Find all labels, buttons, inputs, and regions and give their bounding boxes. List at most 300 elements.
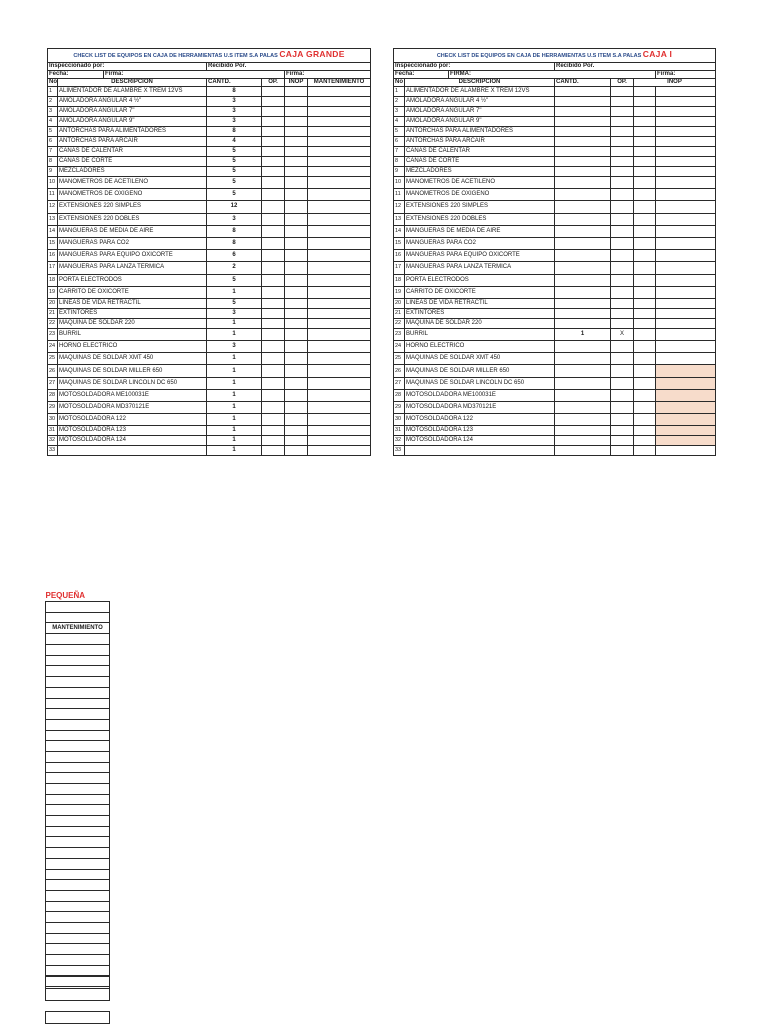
item-op-cell [611, 286, 634, 298]
item-desc: EXTINTORES [405, 308, 555, 318]
item-extra-cell [656, 426, 716, 436]
item-extra-cell [656, 262, 716, 274]
small-item-row [46, 955, 110, 966]
item-op-cell [611, 177, 634, 189]
small-maint-cell [46, 730, 110, 741]
item-inop-cell [285, 353, 308, 365]
item-qty: 8 [207, 127, 262, 137]
item-no: 23 [48, 328, 58, 340]
item-maint-cell [308, 426, 371, 436]
item-op-cell [262, 167, 285, 177]
small-maint-cell [46, 826, 110, 837]
item-inop-cell [634, 107, 656, 117]
item-extra-cell [656, 213, 716, 225]
item-extra-cell [656, 201, 716, 213]
item-extra-cell [656, 167, 716, 177]
item-desc: EXTENSIONES 220 SIMPLES [405, 201, 555, 213]
item-qty [555, 446, 611, 456]
item-no: 7 [48, 147, 58, 157]
item-extra-cell [656, 225, 716, 237]
item-maint-cell [308, 157, 371, 167]
item-qty: 5 [207, 274, 262, 286]
item-inop-cell [285, 107, 308, 117]
item-no: 30 [48, 414, 58, 426]
right-item-row [394, 328, 716, 340]
item-inop-cell [285, 157, 308, 167]
item-inop-cell [285, 213, 308, 225]
right-item-row [394, 167, 716, 177]
small-item-row [46, 933, 110, 944]
item-op-cell [611, 97, 634, 107]
item-no: 20 [394, 298, 405, 308]
item-qty: 3 [207, 341, 262, 353]
left-item-row [48, 250, 371, 262]
item-qty [555, 262, 611, 274]
item-no: 31 [394, 426, 405, 436]
item-desc: LINEAS DE VIDA RETRACTIL [405, 298, 555, 308]
item-extra-cell [656, 274, 716, 286]
item-op-cell [611, 389, 634, 401]
left-item-row [48, 353, 371, 365]
item-op-cell [262, 201, 285, 213]
item-inop-cell [285, 328, 308, 340]
item-desc: EXTENSIONES 220 DOBLES [405, 213, 555, 225]
item-op-cell [262, 274, 285, 286]
item-maint-cell [308, 414, 371, 426]
item-desc: LINEAS DE VIDA RETRACTIL [58, 298, 207, 308]
left-sign-label-2: Firma: [285, 71, 371, 79]
item-desc: MOTOSOLDADORA 123 [58, 426, 207, 436]
item-no: 29 [394, 402, 405, 414]
item-maint-cell [308, 213, 371, 225]
small-maint-cell [46, 955, 110, 966]
item-qty: 1 [555, 328, 611, 340]
item-op-cell [611, 250, 634, 262]
item-inop-cell [634, 137, 656, 147]
item-extra-cell [656, 353, 716, 365]
item-no: 12 [48, 201, 58, 213]
item-no: 25 [48, 353, 58, 365]
item-inop-cell [634, 127, 656, 137]
right-item-row [394, 262, 716, 274]
small-maint-cell [46, 837, 110, 848]
item-no: 32 [48, 436, 58, 446]
right-item-row [394, 341, 716, 353]
item-op-cell [611, 414, 634, 426]
item-op-cell [262, 298, 285, 308]
item-op-cell: X [611, 328, 634, 340]
right-item-row [394, 308, 716, 318]
item-inop-cell [285, 177, 308, 189]
left-item-row [48, 402, 371, 414]
item-op-cell [611, 189, 634, 201]
right-item-row [394, 201, 716, 213]
item-inop-cell [634, 341, 656, 353]
small-maint-cell [46, 933, 110, 944]
item-no: 27 [48, 377, 58, 389]
item-inop-cell [634, 225, 656, 237]
small-item-row [46, 858, 110, 869]
small-item-row [46, 837, 110, 848]
item-extra-cell [656, 365, 716, 377]
item-op-cell [611, 262, 634, 274]
item-op-cell [262, 308, 285, 318]
item-op-cell [611, 87, 634, 97]
item-no: 30 [394, 414, 405, 426]
small-maint-cell [46, 784, 110, 795]
item-maint-cell [308, 167, 371, 177]
small-maint-cell [46, 687, 110, 698]
right-item-row [394, 213, 716, 225]
right-item-row [394, 377, 716, 389]
right-item-row [394, 107, 716, 117]
item-qty [555, 389, 611, 401]
item-desc: MAQUINAS DE SOLDAR XMT 450 [405, 353, 555, 365]
right-item-row [394, 286, 716, 298]
item-maint-cell [308, 298, 371, 308]
small-item-row [46, 634, 110, 645]
item-no: 9 [394, 167, 405, 177]
item-no: 27 [394, 377, 405, 389]
item-desc: MOTOSOLDADORA 124 [58, 436, 207, 446]
small-item-row [46, 901, 110, 912]
item-desc: MANGUERAS PARA CO2 [405, 237, 555, 249]
item-no: 8 [394, 157, 405, 167]
item-extra-cell [656, 318, 716, 328]
item-op-cell [611, 213, 634, 225]
item-no: 17 [48, 262, 58, 274]
left-item-row [48, 414, 371, 426]
item-inop-cell [285, 262, 308, 274]
item-desc: MANGUERAS PARA LANZA TERMICA [58, 262, 207, 274]
item-qty [555, 426, 611, 436]
item-no: 8 [48, 157, 58, 167]
left-date-label: Fecha: [48, 71, 104, 79]
item-extra-cell [656, 414, 716, 426]
small-item-row [46, 677, 110, 688]
item-desc: ALIMENTADOR DE ALAMBRE X TREM 12VS [58, 87, 207, 97]
left-item-row [48, 213, 371, 225]
small-maint-cell [46, 816, 110, 827]
item-qty [555, 167, 611, 177]
item-inop-cell [634, 157, 656, 167]
left-item-row [48, 341, 371, 353]
small-maint-cell [46, 698, 110, 709]
item-inop-cell [634, 201, 656, 213]
item-qty: 2 [207, 262, 262, 274]
item-no: 17 [394, 262, 405, 274]
item-no: 6 [48, 137, 58, 147]
item-op-cell [611, 274, 634, 286]
item-desc: AMOLADORA ANGULAR 4 ½" [405, 97, 555, 107]
item-no: 12 [394, 201, 405, 213]
item-inop-cell [285, 274, 308, 286]
item-desc: CARRITO DE OXICORTE [405, 286, 555, 298]
item-inop-cell [285, 127, 308, 137]
item-op-cell [611, 137, 634, 147]
item-qty: 5 [207, 167, 262, 177]
item-op-cell [262, 286, 285, 298]
item-op-cell [611, 446, 634, 456]
right-item-row [394, 117, 716, 127]
item-desc: CAÑAS DE CORTE [405, 157, 555, 167]
item-no: 33 [394, 446, 405, 456]
item-no: 18 [48, 274, 58, 286]
item-extra-cell [656, 308, 716, 318]
item-qty: 6 [207, 250, 262, 262]
item-no: 19 [394, 286, 405, 298]
small-maint-cell [46, 794, 110, 805]
item-qty: 5 [207, 157, 262, 167]
item-qty: 1 [207, 414, 262, 426]
small-item-row [46, 687, 110, 698]
item-inop-cell [634, 402, 656, 414]
small-item-row [46, 826, 110, 837]
item-desc: ANTORCHAS PARA ALIMENTADORES [405, 127, 555, 137]
small-item-row [46, 965, 110, 976]
left-sign-label: Firma: [104, 71, 285, 79]
item-no: 22 [394, 318, 405, 328]
item-qty [555, 237, 611, 249]
left-item-row [48, 87, 371, 97]
item-inop-cell [634, 286, 656, 298]
item-qty [555, 87, 611, 97]
small-maint-cell [46, 965, 110, 976]
item-desc: MEZCLADORES [405, 167, 555, 177]
item-op-cell [262, 213, 285, 225]
item-desc: CAÑAS DE CALENTAR [58, 147, 207, 157]
small-maint-cell [46, 762, 110, 773]
item-desc: MAQUINAS DE SOLDAR MILLER 650 [405, 365, 555, 377]
item-inop-cell [634, 318, 656, 328]
small-item-row [46, 655, 110, 666]
item-qty [555, 365, 611, 377]
item-no: 10 [48, 177, 58, 189]
item-qty [555, 117, 611, 127]
small-item-row [46, 751, 110, 762]
item-desc [405, 446, 555, 456]
item-extra-cell [656, 137, 716, 147]
item-maint-cell [308, 250, 371, 262]
item-op-cell [611, 402, 634, 414]
item-no: 13 [48, 213, 58, 225]
item-no: 18 [394, 274, 405, 286]
item-op-cell [262, 237, 285, 249]
item-qty [555, 177, 611, 189]
right-item-row [394, 157, 716, 167]
item-maint-cell [308, 189, 371, 201]
item-inop-cell [634, 274, 656, 286]
right-item-row [394, 137, 716, 147]
item-maint-cell [308, 137, 371, 147]
small-maint-cell [46, 645, 110, 656]
item-qty [555, 157, 611, 167]
item-inop-cell [285, 147, 308, 157]
right-item-row [394, 353, 716, 365]
item-maint-cell [308, 377, 371, 389]
item-qty [555, 250, 611, 262]
item-desc: MAQUINAS DE SOLDAR MILLER 650 [58, 365, 207, 377]
item-no: 29 [48, 402, 58, 414]
small-item-row [46, 666, 110, 677]
item-op-cell [611, 157, 634, 167]
small-maint-cell [46, 869, 110, 880]
item-op-cell [262, 127, 285, 137]
item-no: 25 [394, 353, 405, 365]
item-desc: EXTENSIONES 220 SIMPLES [58, 201, 207, 213]
item-inop-cell [634, 87, 656, 97]
item-qty: 1 [207, 436, 262, 446]
item-op-cell [262, 353, 285, 365]
left-col-maint: MANTENIMIENTO [308, 79, 371, 87]
item-op-cell [262, 147, 285, 157]
left-item-row [48, 117, 371, 127]
small-item-row [46, 709, 110, 720]
left-item-row [48, 147, 371, 157]
item-inop-cell [285, 341, 308, 353]
item-desc: MAQUINAS DE SOLDAR LINCOLN DC 650 [58, 377, 207, 389]
item-inop-cell [634, 436, 656, 446]
item-desc: PORTA ELECTRODOS [405, 274, 555, 286]
item-no: 28 [48, 389, 58, 401]
small-maint-cell [46, 848, 110, 859]
item-extra-cell [656, 87, 716, 97]
small-item-row [46, 730, 110, 741]
left-item-row [48, 107, 371, 117]
right-item-row [394, 274, 716, 286]
item-op-cell [611, 237, 634, 249]
right-date-label: Fecha: [394, 71, 449, 79]
small-box-table [45, 590, 110, 987]
item-desc: CAÑAS DE CALENTAR [405, 147, 555, 157]
right-received-label: Recibido Por. [555, 63, 716, 71]
left-item-row [48, 436, 371, 446]
item-no: 15 [48, 237, 58, 249]
item-inop-cell [634, 97, 656, 107]
item-extra-cell [656, 107, 716, 117]
item-inop-cell [285, 298, 308, 308]
small-item-row [46, 698, 110, 709]
item-maint-cell [308, 286, 371, 298]
item-no: 22 [48, 318, 58, 328]
item-inop-cell [285, 389, 308, 401]
right-title-caja: CAJA I [642, 49, 673, 59]
item-maint-cell [308, 147, 371, 157]
item-qty [555, 274, 611, 286]
item-maint-cell [308, 389, 371, 401]
item-inop-cell [634, 117, 656, 127]
item-qty [555, 201, 611, 213]
item-desc: MOTOSOLDADORA 123 [405, 426, 555, 436]
item-inop-cell [634, 365, 656, 377]
item-desc: MANOMETROS DE OXIGENO [405, 189, 555, 201]
left-item-row [48, 286, 371, 298]
item-desc: MANGUERAS PARA EQUIPO OXICORTE [405, 250, 555, 262]
small-maint-cell [46, 741, 110, 752]
item-inop-cell [285, 117, 308, 127]
left-col-desc: DESCRIPCION [58, 79, 207, 87]
item-op-cell [611, 426, 634, 436]
item-extra-cell [656, 177, 716, 189]
item-desc: BURRIL [405, 328, 555, 340]
item-qty: 5 [207, 177, 262, 189]
item-desc: MANOMETROS DE ACETILENO [405, 177, 555, 189]
item-extra-cell [656, 250, 716, 262]
item-op-cell [611, 353, 634, 365]
item-inop-cell [285, 97, 308, 107]
right-checklist-table [393, 48, 716, 456]
item-no: 21 [394, 308, 405, 318]
item-inop-cell [285, 250, 308, 262]
item-no: 5 [48, 127, 58, 137]
item-op-cell [262, 426, 285, 436]
small-item-row [46, 719, 110, 730]
item-no: 3 [48, 107, 58, 117]
left-item-row [48, 365, 371, 377]
item-inop-cell [285, 137, 308, 147]
right-item-row [394, 365, 716, 377]
left-item-row [48, 137, 371, 147]
left-title: CHECK LIST DE EQUIPOS EN CAJA DE HERRAMIENTAS U.S ITEM S.A PALAS CAJA GRANDE [48, 49, 371, 63]
item-op-cell [262, 389, 285, 401]
item-qty [555, 341, 611, 353]
left-item-row [48, 262, 371, 274]
item-op-cell [611, 201, 634, 213]
item-qty: 5 [207, 189, 262, 201]
item-op-cell [262, 328, 285, 340]
item-qty: 1 [207, 402, 262, 414]
item-desc: MOTOSOLDADORA 122 [405, 414, 555, 426]
item-maint-cell [308, 353, 371, 365]
item-desc: AMOLADORA ANGULAR 4 ½" [58, 97, 207, 107]
item-maint-cell [308, 117, 371, 127]
item-extra-cell [656, 127, 716, 137]
right-col-no: No [395, 79, 403, 85]
small-item-row [46, 773, 110, 784]
item-qty [555, 298, 611, 308]
item-op-cell [262, 87, 285, 97]
small-item-row [46, 944, 110, 955]
left-col-qty: CANTD. [207, 79, 262, 87]
item-inop-cell [285, 286, 308, 298]
item-inop-cell [634, 389, 656, 401]
left-received-label: Recibido Por. [207, 63, 371, 71]
item-no: 10 [394, 177, 405, 189]
item-no: 33 [48, 446, 58, 456]
item-inop-cell [634, 262, 656, 274]
right-title: CHECK LIST DE EQUIPOS EN CAJA DE HERRAMIENTAS U.S ITEM S.A PALAS CAJA I [394, 49, 716, 63]
right-col-desc: DESCRIPCION [405, 79, 555, 87]
small-item-row [46, 890, 110, 901]
item-op-cell [262, 225, 285, 237]
item-qty: 1 [207, 353, 262, 365]
item-inop-cell [634, 328, 656, 340]
item-qty: 3 [207, 308, 262, 318]
small-item-row [46, 912, 110, 923]
item-qty [555, 107, 611, 117]
item-desc: MOTOSOLDADORA 124 [405, 436, 555, 446]
item-op-cell [611, 225, 634, 237]
item-maint-cell [308, 308, 371, 318]
item-desc: MOTOSOLDADORA ME100031E [58, 389, 207, 401]
item-inop-cell [634, 426, 656, 436]
item-inop-cell [285, 436, 308, 446]
left-item-row [48, 298, 371, 308]
item-extra-cell [656, 389, 716, 401]
item-no: 4 [394, 117, 405, 127]
item-op-cell [611, 298, 634, 308]
left-col-inop: INOP [285, 79, 308, 87]
